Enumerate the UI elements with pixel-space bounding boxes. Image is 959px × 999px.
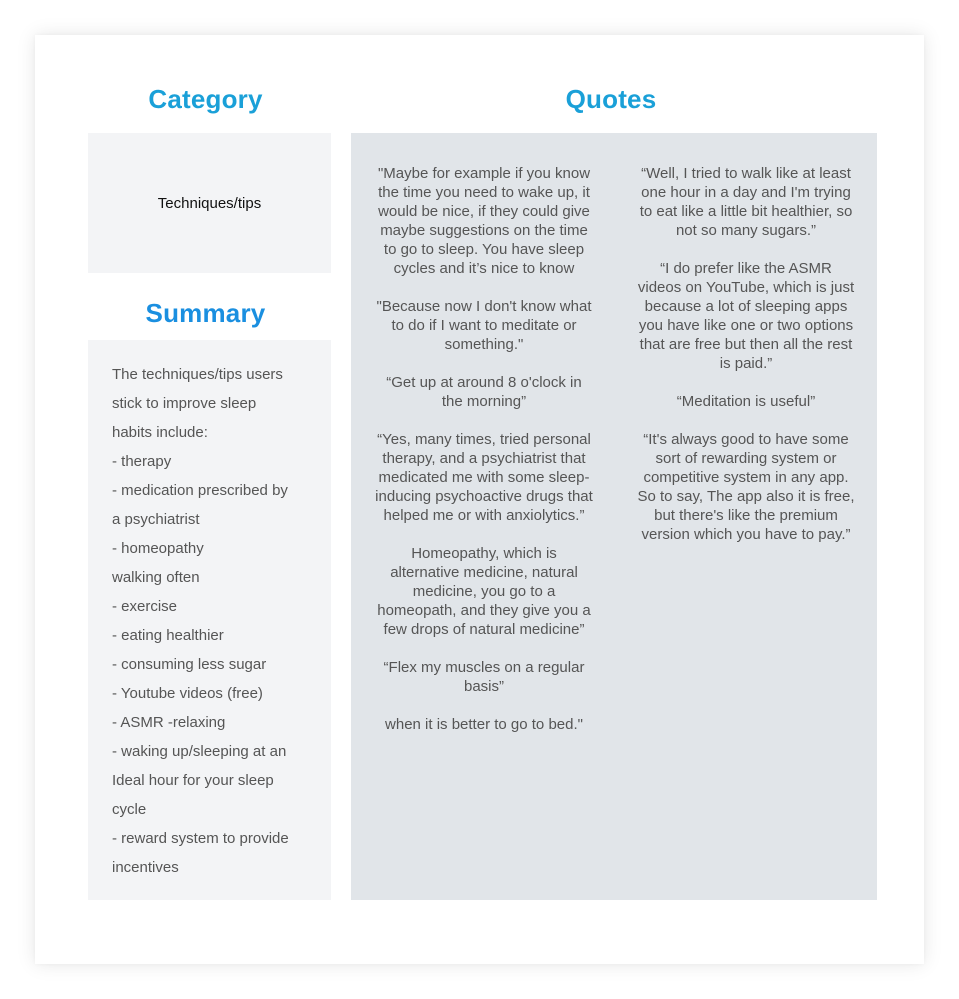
- summary-line: a psychiatrist: [112, 511, 200, 528]
- summary-line: Ideal hour for your sleep: [112, 772, 274, 789]
- summary-line: walking often: [112, 569, 200, 586]
- summary-line: - exercise: [112, 598, 178, 615]
- summary-heading: Summary: [145, 298, 266, 328]
- summary-line: - waking up/sleeping at an: [112, 743, 287, 760]
- summary-line: - ASMR -relaxing: [112, 714, 226, 731]
- quote: “Well, I tried to walk like at least one hour in a day and I'm trying to eat like a little bit healthier, so not so many sugars.”: [639, 165, 853, 239]
- summary-line: - Youtube videos (free): [112, 685, 263, 702]
- summary-line: cycle: [112, 801, 147, 818]
- summary-line: - therapy: [112, 453, 172, 470]
- category-value: Techniques/tips: [157, 194, 262, 212]
- quotes-box: [351, 133, 877, 900]
- quotes-heading: Quotes: [565, 84, 657, 114]
- summary-line: habits include:: [112, 424, 208, 441]
- quote: when it is better to go to bed.": [385, 716, 583, 733]
- summary-line: - consuming less sugar: [112, 656, 267, 673]
- quote: "Maybe for example if you know the time you need to wake up, it would be nice, if they could give maybe suggestions on the time to go to sleep. You have sleep cycles and it’s nice to know: [377, 165, 591, 277]
- summary-line: - reward system to provide: [112, 830, 289, 847]
- quote: “Meditation is useful”: [676, 393, 816, 410]
- quotes-column-left: [375, 164, 593, 753]
- quote: "Because now I don't know what to do if I want to meditate or something.": [376, 298, 592, 353]
- summary-line: The techniques/tips users: [112, 366, 283, 383]
- category-box: [88, 133, 331, 273]
- quotes-column-right: [637, 164, 855, 563]
- summary-line: incentives: [112, 859, 179, 876]
- summary-box: [88, 340, 331, 900]
- quote: “It's always good to have some sort of rewarding system or competitive system in any app. So to say, The app also it is free, but there's like the premium version which you have to pay.”: [637, 431, 855, 543]
- summary-line: - homeopathy: [112, 540, 204, 557]
- quote: “Yes, many times, tried personal therapy, and a psychiatrist that medicated me with some sleep-inducing psychoactive drugs that helped me or with anxiolytics.”: [375, 431, 593, 524]
- quote: “Flex my muscles on a regular basis”: [383, 659, 585, 695]
- summary-line: - medication prescribed by: [112, 482, 288, 499]
- category-heading: Category: [148, 84, 263, 114]
- quote: Homeopathy, which is alternative medicine, natural medicine, you go to a homeopath, and they give you a few drops of natural medicine”: [377, 545, 591, 638]
- summary-line: - eating healthier: [112, 627, 224, 644]
- quote: “I do prefer like the ASMR videos on YouTube, which is just because a lot of sleeping apps you have like one or two options that are free but then all the rest is paid.”: [637, 260, 855, 372]
- quote: “Get up at around 8 o'clock in the morning”: [386, 374, 582, 410]
- summary-line: stick to improve sleep: [112, 395, 257, 412]
